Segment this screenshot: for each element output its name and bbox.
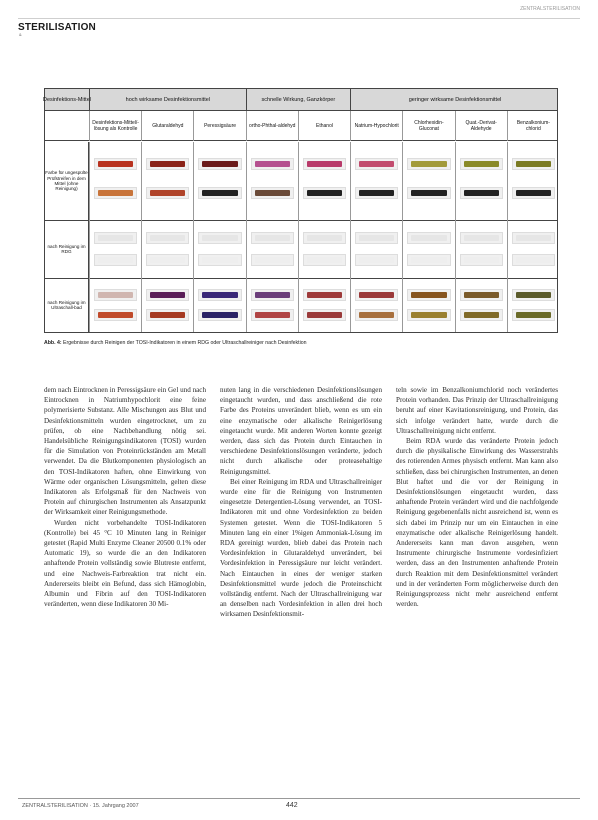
- indicator-strip: [307, 257, 342, 263]
- indicator-strip: [202, 257, 237, 263]
- row-label: nach Reinigung im RDG: [45, 220, 89, 278]
- section-title: STERILISATION: [18, 22, 96, 33]
- corner-cell: [45, 111, 89, 141]
- indicator-strip: [202, 312, 237, 318]
- result-cell: [89, 278, 141, 332]
- result-cell: [402, 142, 454, 220]
- result-cell: [350, 278, 402, 332]
- indicator-strip: [516, 312, 551, 318]
- result-cell: [298, 142, 350, 220]
- indicator-strip: [98, 312, 133, 318]
- indicator-strip: [202, 161, 237, 167]
- group-label: hoch wirksame Desinfektionsmittel: [89, 89, 246, 111]
- column-header: Chlorhexidin-Gluconat: [402, 111, 454, 141]
- indicator-strip: [464, 257, 499, 263]
- text-column-2: [220, 385, 382, 620]
- row-label: nach Reinigung im Ultraschall-bad: [45, 278, 89, 332]
- indicator-strip: [150, 235, 185, 241]
- running-title: ZENTRALSTERILISATION: [520, 6, 580, 12]
- indicator-strip: [202, 292, 237, 298]
- indicator-strip: [411, 235, 446, 241]
- caption-label: Abb. 4:: [44, 340, 62, 346]
- indicator-strip: [516, 190, 551, 196]
- indicator-strip: [255, 257, 290, 263]
- row-label: Farbe für ungespülte Prüfstreifen in dem Mittel (ohne Reinigung): [45, 142, 89, 220]
- column-header: Desinfektions-Mittel/-lösung als Kontrolle: [89, 111, 141, 141]
- paragraph: Bei einer Reinigung im RDA und Ultraschallreiniger wurde eine für die Reinigung von Instrumenten eingesetzte Detergentien-Lösung verwendet, an TOSI-Indikatoren mit und ohne Vordesinfektion zu beiden Systemen getestet. Wenn die TOSI-Indikatoren 5 Minuten lang ein einer 1%igen Ammoniak-Lösung im RDA gereinigt wurden, blieb dabei das Protein nach Vordesinfektion in Glutaraldehyd unverändert, bei Vordesinfektion in Peressigsäure nur leicht verändert. Nach Eintauchen in eines der weniger starken Desinfektionsmittel wurde jedoch die Proteinschicht vollständig entfernt. Nach der Ultraschallreinigung war an denselben nach Vordesinfektion in allen drei hoch wirksamen Desinfektionsmit-: [220, 477, 382, 619]
- indicator-strip: [98, 161, 133, 167]
- indicator-strip: [359, 235, 394, 241]
- indicator-strip: [464, 161, 499, 167]
- indicator-strip: [202, 235, 237, 241]
- result-cell: [246, 142, 298, 220]
- result-cell: [89, 220, 141, 278]
- indicator-strip: [464, 292, 499, 298]
- indicator-strip: [359, 312, 394, 318]
- result-cell: [507, 220, 559, 278]
- section-label: [18, 22, 96, 37]
- result-cell: [246, 278, 298, 332]
- caption-text: Ergebnisse durch Reinigen der TOSI-Indikatoren in einem RDG oder Ultraschallreiniger nach Desinfektion: [63, 340, 307, 346]
- header-rule: [18, 18, 580, 19]
- indicator-strip: [150, 312, 185, 318]
- result-cell: [89, 142, 141, 220]
- result-cell: [507, 142, 559, 220]
- paragraph: Wurden nicht vorbehandelte TOSI-Indikatoren (Kontrolle) bei 45 °C 10 Minuten lang in Reiniger getestet (Rapid Multi Enzyme Cleaner 20500 0.1% oder Automatic 19), so wurde die an den Indikatoren anhaftende Protein vollständig sowie Blutreste entfernt, und eine Nachweis-Farbreaktion trat nicht ein. Andererseits bleibt ein Befund, dass sich Hämoglobin, Albumin und Fibrin auf den TOSI-Indikatoren veränderten, wenn diese Indikatoren 30 Mi-: [44, 518, 206, 609]
- result-cell: [298, 220, 350, 278]
- indicator-strip: [359, 190, 394, 196]
- column-header: ortho-Phthal-aldehyd: [246, 111, 298, 141]
- indicator-strip: [359, 257, 394, 263]
- result-cell: [507, 278, 559, 332]
- footer-rule: [18, 798, 580, 799]
- indicator-strip: [411, 257, 446, 263]
- indicator-strip: [307, 312, 342, 318]
- indicator-strip: [255, 312, 290, 318]
- result-cell: [455, 278, 507, 332]
- indicator-strip: [411, 161, 446, 167]
- result-cell: [350, 142, 402, 220]
- group-label: Desinfektions-Mittel: [43, 97, 91, 103]
- results-figure: [44, 88, 558, 333]
- result-cell: [455, 220, 507, 278]
- indicator-strip: [202, 190, 237, 196]
- indicator-strip: [150, 292, 185, 298]
- result-cell: [402, 278, 454, 332]
- indicator-strip: [516, 235, 551, 241]
- indicator-strip: [516, 161, 551, 167]
- result-cell: [298, 278, 350, 332]
- column-header: Benzalkonium-chlorid: [507, 111, 559, 141]
- indicator-strip: [307, 190, 342, 196]
- paragraph: nuten lang in die verschiedenen Desinfektionslösungen eingetaucht wurden, und dass anschließend die rote Farbe des Proteins unverändert blieb, wenn es um ein eine enzymatische oder alkalische Reinigerlösung eingetaucht wurde. Mit anderen Worten konnte gezeigt werden, dass sich das Protein durch Eintauchen in verschiedene Desinfektionslösungen veränderte, jedoch nicht durch alkalische oder proteasehaltige Reinigungsmittel.: [220, 386, 382, 476]
- result-cell: [246, 220, 298, 278]
- page-number: 442: [286, 802, 298, 809]
- result-cell: [193, 220, 245, 278]
- indicator-strip: [411, 312, 446, 318]
- indicator-strip: [255, 190, 290, 196]
- indicator-strip: [150, 257, 185, 263]
- group-label: schnelle Wirkung, Ganzkörper: [246, 89, 350, 111]
- result-cell: [141, 278, 193, 332]
- journal-name: ZENTRALSTERILISATION · 15. Jahrgang 2007: [22, 803, 139, 809]
- text-column-3: [396, 385, 558, 620]
- indicator-strip: [411, 292, 446, 298]
- indicator-strip: [464, 190, 499, 196]
- column-header: Peressigsäure: [193, 111, 245, 141]
- column-header: Ethanol: [298, 111, 350, 141]
- indicator-strip: [307, 161, 342, 167]
- indicator-strip: [464, 312, 499, 318]
- paragraph: dem nach Eintrocknen in Peressigsäure ein Gel und nach Eintrocknen in Natriumhypochlorit eine feine polymerisierte Substanz. Alle Mischungen aus Blut und Desinfektionsmitteln wurden eingetrocknet, um zu prüfen, ob eine Nachbehandlung nötig sei. Handelsübliche Reinigungsindikatoren (TOSI) wurden für die Simulation von Proteinrückständen am Metall verwendet. Da die Blutkomponenten physiologisch an den TOSI-Indikatoren haften, ohne Einwirkung von Wärme oder organischen Lösungsmitteln, gelten diese Indikatoren als Erfolgsmaß für den Nachweis von Protein auf chirurgischen Instrumenten als Ansatzpunkt der Wirksamkeit einer Reinigungsmethode.: [44, 386, 206, 517]
- column-header: Quat.-Derivat-Aldehyde: [455, 111, 507, 141]
- result-cell: [193, 278, 245, 332]
- indicator-strip: [98, 292, 133, 298]
- group-label: geringer wirksame Desinfektionsmittel: [350, 89, 559, 111]
- indicator-strip: [150, 190, 185, 196]
- indicator-strip: [98, 257, 133, 263]
- indicator-strip: [98, 190, 133, 196]
- result-cell: [402, 220, 454, 278]
- indicator-strip: [359, 161, 394, 167]
- indicator-strip: [464, 235, 499, 241]
- result-cell: [141, 220, 193, 278]
- column-header: Natrium-Hypochlorit: [350, 111, 402, 141]
- indicator-strip: [255, 292, 290, 298]
- indicator-strip: [307, 292, 342, 298]
- indicator-strip: [255, 161, 290, 167]
- indicator-strip: [98, 235, 133, 241]
- indicator-strip: [150, 161, 185, 167]
- body-text: [44, 385, 558, 620]
- indicator-strip: [411, 190, 446, 196]
- indicator-strip: [516, 292, 551, 298]
- section-subtitle: &: [19, 32, 22, 37]
- indicator-strip: [255, 235, 290, 241]
- text-column-1: [44, 385, 206, 620]
- paragraph: teln sowie im Benzalkoniumchlorid noch verändertes Protein vorhanden. Das Prinzip der Ultraschallreinigung beruht auf einer Kavitationsreinigung, und Protein, das sich infolge verändert hatte, wurde durch die Ultraschallreinigung nicht entfernt.: [396, 386, 558, 435]
- column-header: Glutaraldehyd: [141, 111, 193, 141]
- indicator-strip: [307, 235, 342, 241]
- result-cell: [350, 220, 402, 278]
- result-cell: [193, 142, 245, 220]
- result-cell: [141, 142, 193, 220]
- figure-column-header: [45, 111, 557, 141]
- paragraph: Beim RDA wurde das veränderte Protein jedoch durch die physikalische Einwirkung des Wasserstrahls des rotierenden Armes physisch entfernt. Man kann also schließen, dass bei chirurgischen Instrumenten, an denen Blut haftet und die vor der Reinigung in Desinfektionslösungen eingetaucht wurden, dass anhaftende Protein verändert wird und die nachfolgende Reinigung gegebenenfalls nicht ausreichend ist, wenn es sich dabei im Prinzip nur um ein Eintauchen in eine enzymatische oder alkalische Reinigerlösung handelt. Andererseits kann man davon ausgehen, wenn Instrumente chirurgische Instrumente vordesinfiziert werden, dass an den Instrumenten anhaftende Protein durch Reaktion mit dem Desinfektionsmittel verändert und in der veränderten Form möglicherweise durch den Reinigungsprozess nicht mehr ausreichend entfernt werden.: [396, 437, 558, 609]
- indicator-strip: [359, 292, 394, 298]
- figure-caption: [44, 340, 307, 346]
- indicator-strip: [516, 257, 551, 263]
- result-cell: [455, 142, 507, 220]
